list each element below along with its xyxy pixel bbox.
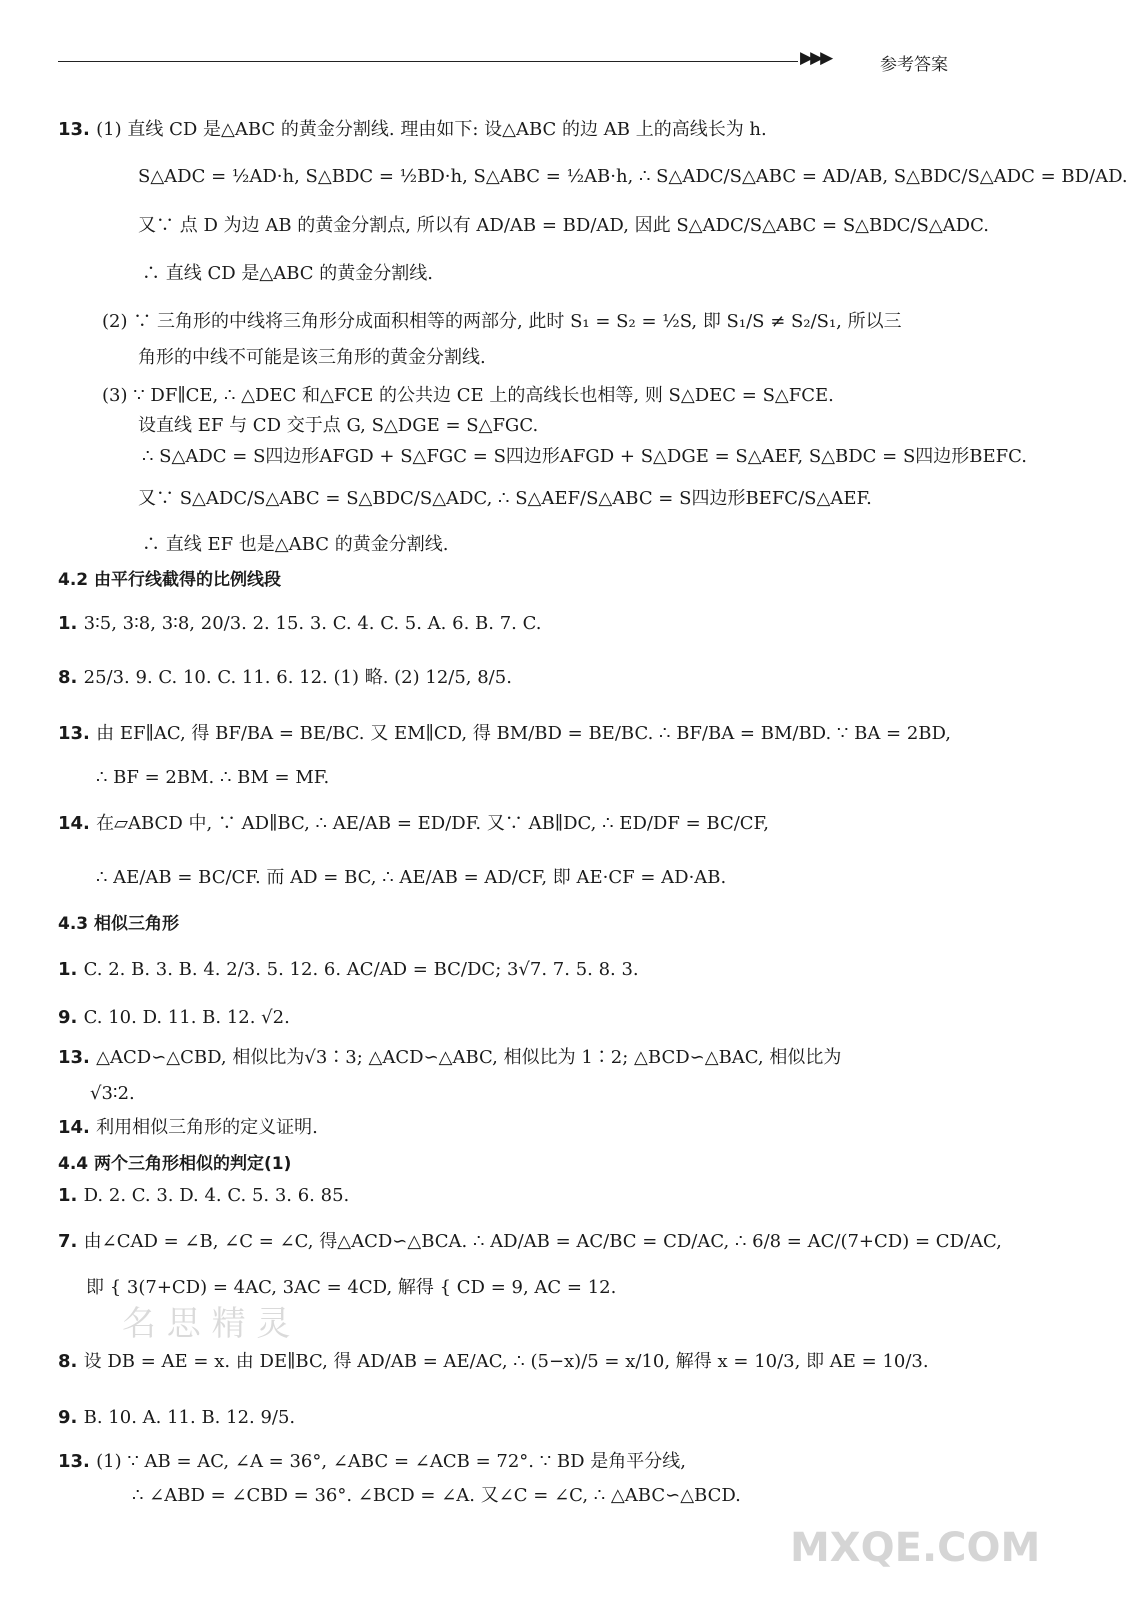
answer-line bbox=[58, 612, 541, 636]
question-number: 1. bbox=[58, 613, 84, 634]
answer-text: 25/3. 9. C. 10. C. 11. 6. 12. (1) 略. (2) 12/5, 8/5. bbox=[83, 667, 512, 688]
answer-line bbox=[58, 1006, 290, 1030]
header-rule bbox=[58, 61, 798, 62]
answer-text: 3∶5, 3∶8, 3∶8, 20/3. 2. 15. 3. C. 4. C. 5. A. 6. B. 7. C. bbox=[83, 613, 542, 634]
question-number: 13. bbox=[58, 723, 97, 744]
question-number: 9. bbox=[58, 1007, 84, 1028]
answer-text: △ACD∽△CBD, 相似比为√3∶3; △ACD∽△ABC, 相似比为 1∶2; △BCD∽△BAC, 相似比为 bbox=[96, 1047, 842, 1068]
question-number: 1. bbox=[58, 1185, 84, 1206]
answer-line bbox=[58, 1230, 1002, 1254]
answer-line bbox=[142, 445, 1027, 469]
answer-text: 又∵ S△ADC/S△ABC = S△BDC/S△ADC, ∴ S△AEF/S△ABC = S四边形BEFC/S△AEF. bbox=[138, 488, 872, 509]
answer-line bbox=[90, 1082, 135, 1106]
answer-line bbox=[58, 118, 767, 142]
answer-text: (3) ∵ DF∥CE, ∴ △DEC 和△FCE 的公共边 CE 上的高线长也相等, 则 S△DEC = S△FCE. bbox=[102, 385, 834, 406]
question-number: 14. bbox=[58, 1117, 97, 1138]
answer-text: ∴ 直线 EF 也是△ABC 的黄金分割线. bbox=[142, 534, 449, 555]
answer-line bbox=[142, 262, 433, 286]
answer-text: ∴ BF = 2BM. ∴ BM = MF. bbox=[96, 767, 330, 788]
answer-text: B. 10. A. 11. B. 12. 9/5. bbox=[83, 1407, 296, 1428]
answer-text: 4.2 由平行线截得的比例线段 bbox=[58, 570, 282, 590]
answer-text: ∴ AE/AB = BC/CF. 而 AD = BC, ∴ AE/AB = AD/CF, 即 AE·CF = AD·AB. bbox=[96, 867, 727, 888]
answer-text: D. 2. C. 3. D. 4. C. 5. 3. 6. 85. bbox=[83, 1185, 350, 1206]
answer-text: (2) ∵ 三角形的中线将三角形分成面积相等的两部分, 此时 S₁ = S₂ = ½S, 即 S₁/S ≠ S₂/S₁, 所以三 bbox=[102, 311, 902, 332]
answer-line bbox=[102, 310, 902, 334]
answer-line bbox=[102, 384, 834, 408]
answer-line bbox=[58, 1184, 349, 1208]
answer-line bbox=[58, 722, 951, 746]
answer-line bbox=[58, 1406, 295, 1430]
answer-line bbox=[96, 866, 726, 890]
question-number: 1. bbox=[58, 959, 84, 980]
answer-line bbox=[138, 165, 1128, 189]
watermark-bottom: MXQE.COM bbox=[790, 1525, 1041, 1571]
answer-text: 4.3 相似三角形 bbox=[58, 914, 180, 934]
question-number: 9. bbox=[58, 1407, 84, 1428]
answer-text: 利用相似三角形的定义证明. bbox=[96, 1117, 318, 1138]
answer-text: C. 10. D. 11. B. 12. √2. bbox=[83, 1007, 290, 1028]
answer-text: (1) ∵ AB = AC, ∠A = 36°, ∠ABC = ∠ACB = 72°. ∵ BD 是角平分线, bbox=[96, 1451, 686, 1472]
section-heading bbox=[58, 912, 179, 936]
answer-text: 设直线 EF 与 CD 交于点 G, S△DGE = S△FGC. bbox=[138, 415, 539, 436]
answer-line bbox=[132, 1484, 741, 1508]
answer-text: 即 { 3(7+CD) = 4AC, 3AC = 4CD, 解得 { CD = 9, AC = 12. bbox=[86, 1277, 617, 1298]
answer-text: 4.4 两个三角形相似的判定(1) bbox=[58, 1154, 292, 1174]
answer-line bbox=[58, 1450, 686, 1474]
answer-text: ∴ S△ADC = S四边形AFGD + S△FGC = S四边形AFGD + S△DGE = S△AEF, S△BDC = S四边形BEFC. bbox=[142, 446, 1027, 467]
answer-line bbox=[138, 487, 872, 511]
answer-text: √3∶2. bbox=[90, 1083, 135, 1104]
answer-text: 由∠CAD = ∠B, ∠C = ∠C, 得△ACD∽△BCA. ∴ AD/AB = AC/BC = CD/AC, ∴ 6/8 = AC/(7+CD) = CD/AC, bbox=[83, 1231, 1002, 1252]
answer-line bbox=[142, 533, 448, 557]
answer-text: 又∵ 点 D 为边 AB 的黄金分割点, 所以有 AD/AB = BD/AD, 因此 S△ADC/S△ABC = S△BDC/S△ADC. bbox=[138, 215, 989, 236]
answer-text: 在▱ABCD 中, ∵ AD∥BC, ∴ AE/AB = ED/DF. 又∵ AB∥DC, ∴ ED/DF = BC/CF, bbox=[96, 813, 769, 834]
question-number: 8. bbox=[58, 667, 84, 688]
section-heading bbox=[58, 1152, 291, 1176]
answer-line bbox=[138, 346, 486, 370]
answer-line bbox=[58, 1116, 318, 1140]
answer-line bbox=[58, 1350, 929, 1374]
answer-line bbox=[58, 1046, 841, 1070]
header-arrows-icon: ▶▶▶ bbox=[800, 48, 831, 68]
question-number: 8. bbox=[58, 1351, 84, 1372]
answer-line bbox=[58, 812, 769, 836]
answer-text: ∴ 直线 CD 是△ABC 的黄金分割线. bbox=[142, 263, 433, 284]
question-number: 13. bbox=[58, 1451, 97, 1472]
question-number: 13. bbox=[58, 1047, 97, 1068]
question-number: 13. bbox=[58, 119, 97, 140]
question-number: 7. bbox=[58, 1231, 84, 1252]
section-heading bbox=[58, 568, 281, 592]
answer-text: 设 DB = AE = x. 由 DE∥BC, 得 AD/AB = AE/AC, ∴ (5−x)/5 = x/10, 解得 x = 10/3, 即 AE = 10/3. bbox=[83, 1351, 929, 1372]
answer-text: 角形的中线不可能是该三角形的黄金分割线. bbox=[138, 347, 486, 368]
answer-text: (1) 直线 CD 是△ABC 的黄金分割线. 理由如下: 设△ABC 的边 AB 上的高线长为 h. bbox=[96, 119, 767, 140]
answer-text: 由 EF∥AC, 得 BF/BA = BE/BC. 又 EM∥CD, 得 BM/BD = BE/BC. ∴ BF/BA = BM/BD. ∵ BA = 2BD, bbox=[96, 723, 952, 744]
answer-line bbox=[96, 766, 329, 790]
watermark-mid: 名 思 精 灵 bbox=[122, 1304, 291, 1344]
answer-text: C. 2. B. 3. B. 4. 2/3. 5. 12. 6. AC/AD = BC/DC; 3√7. 7. 5. 8. 3. bbox=[83, 959, 639, 980]
question-number: 14. bbox=[58, 813, 97, 834]
answer-line bbox=[138, 214, 989, 238]
answer-line bbox=[58, 666, 512, 690]
header-title: 参考答案 bbox=[880, 55, 948, 75]
answer-text: ∴ ∠ABD = ∠CBD = 36°. ∠BCD = ∠A. 又∠C = ∠C, ∴ △ABC∽△BCD. bbox=[132, 1485, 741, 1506]
answer-text: S△ADC = ½AD·h, S△BDC = ½BD·h, S△ABC = ½AB·h, ∴ S△ADC/S△ABC = AD/AB, S△BDC/S△ADC = BD/AD. bbox=[138, 166, 1128, 187]
answer-line bbox=[58, 958, 639, 982]
answer-line bbox=[138, 414, 538, 438]
